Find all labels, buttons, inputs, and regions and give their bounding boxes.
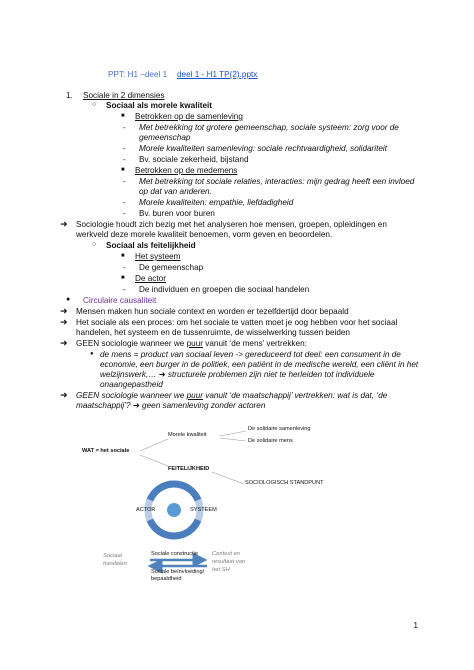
bepaaldheid-label: bepaaldheid — [151, 576, 182, 582]
arrow-right-icon: ➜ — [60, 390, 68, 400]
section-number: 1. — [66, 91, 73, 100]
page-number: 1 — [413, 621, 418, 630]
dash-bullet-icon: - — [123, 263, 126, 272]
text-line: Mensen maken hun sociale context en worden er tezelfdertijd door bepaald — [76, 307, 349, 316]
square-bullet-icon: ■ — [121, 167, 125, 173]
connector-line — [140, 455, 168, 466]
actor-label: ACTOR — [136, 507, 156, 513]
text-line: GEEN sociologie wanneer we puur vanuit ‘de mens’ vertrekken: — [76, 339, 307, 348]
text-line: onaangepastheid — [100, 380, 163, 389]
arrow-right-icon: ➜ — [60, 317, 68, 327]
square-bullet-icon: ■ — [121, 275, 125, 281]
text-line: Met betrekking tot sociale relaties, interacties: mijn gedrag heeft een invloed — [139, 177, 415, 186]
dash-bullet-icon: - — [123, 177, 126, 186]
cycle-arc-top — [150, 484, 198, 500]
text-line: Bv. buren voor buren — [139, 209, 215, 218]
text-line: welzijnswerk,… ➜ structurele problemen zijn niet te herleiden tot individuele — [100, 370, 375, 379]
arrow-right-icon: ➜ — [60, 338, 68, 348]
text-line: Met betrekking tot grotere gemeenschap, sociale systeem: zorg voor de — [139, 123, 399, 132]
connector-line — [220, 431, 246, 436]
context-label-3: het SH — [212, 567, 230, 573]
text-line: Bv. sociale zekerheid, bijstand — [139, 155, 249, 164]
arrow-right-icon: ➜ — [158, 370, 166, 379]
subsection-morele-kwaliteit: Sociaal als morele kwaliteit — [106, 101, 213, 110]
subsection-feitelijkheid: Sociaal als feitelijkheid — [106, 241, 196, 250]
text-line: gemeenschap — [139, 133, 191, 142]
morele-kwaliteit-label: Morele kwaliteit — [168, 432, 207, 438]
dash-bullet-icon: - — [123, 155, 126, 164]
dash-bullet-icon: - — [123, 123, 126, 132]
text-line: Het sociale als een proces: om het sociale te vatten moet je oog hebben voor het sociaal — [76, 318, 398, 327]
solidaire-mens-label: De solidaire mens — [248, 438, 293, 444]
text-line: Morele kwaliteiten: empathie, liefdadigheid — [139, 198, 294, 207]
sociaal-handelen-label: Sociaal — [103, 553, 123, 559]
circle-bullet-icon: ○ — [92, 241, 97, 248]
section-title: Sociale in 2 dimensies — [83, 91, 165, 100]
text-line: Morele kwaliteiten samenleving: sociale rechtvaardigheid, solidariteit — [139, 144, 388, 153]
dot-bullet-icon: ● — [90, 351, 94, 357]
text-line: op dat van anderen. — [139, 187, 212, 196]
arrow-right-icon: ➜ — [60, 306, 68, 316]
arrow-right-icon: ➜ — [60, 219, 68, 229]
dash-bullet-icon: - — [123, 285, 126, 294]
cycle-arc-bottom — [150, 520, 198, 536]
circulaire-causaliteit-heading: Circulaire causaliteit — [83, 296, 157, 305]
wat-het-sociale-label: WAT = het sociale — [82, 448, 130, 454]
context-label-2: resultaat van — [212, 559, 246, 565]
pptx-file-link[interactable]: deel 1 - H1 TP(2).pptx — [177, 70, 258, 79]
cycle-center — [167, 503, 181, 517]
text-line: De gemeenschap — [139, 263, 204, 272]
item-betrokken-samenleving: Betrokken op de samenleving — [135, 112, 243, 121]
text-line: werkveld deze morele kwaliteit benoemen, vorm geven en beoordelen. — [76, 230, 333, 239]
dash-bullet-icon: - — [123, 209, 126, 218]
text-line: Sociologie houdt zich bezig met het analyseren hoe mensen, groepen, opleidingen en — [76, 220, 387, 229]
arrow-right-icon: ➜ — [132, 401, 140, 410]
solidaire-samenleving-label: De solidaire samenleving — [248, 426, 311, 432]
text-line: handelen, het systeem en de tussenruimte, de wisselwerking tussen beiden — [76, 328, 350, 337]
dash-bullet-icon: - — [123, 144, 126, 153]
text-line: de mens = product van sociaal leven -> gereduceerd tot deel: een consument in de — [100, 350, 401, 359]
item-betrokken-medemens: Betrokken op de medemens — [135, 166, 238, 175]
sociaal-handelen-label-2: handelen — [103, 561, 127, 567]
ppt-reference-label: PPT: H1 –deel 1 — [108, 70, 168, 79]
feitelijkheid-label: FEITELIJKHEID — [168, 466, 210, 472]
dash-bullet-icon: - — [123, 198, 126, 207]
connector-line — [140, 439, 168, 451]
item-het-systeem: Het systeem — [135, 252, 181, 261]
text-line: economie, een burger in de politiek, een patiënt in de medische wereld, een cliënt in het — [100, 360, 419, 369]
dot-bullet-icon: ● — [66, 296, 71, 303]
connector-line — [212, 472, 244, 484]
sociologisch-standpunt-label: SOCIOLOGISCH STANDPUNT — [245, 480, 324, 486]
systeem-label: SYSTEEM — [190, 507, 217, 513]
sociale-constructie-label: Sociale constructie — [151, 551, 198, 557]
text-line: maatschappij’? ➜ geen samenleving zonder actoren — [76, 401, 266, 410]
sociale-beinvloeding-label: Sociale beïnvloeding/ — [151, 569, 205, 575]
context-label-1: Context en — [212, 551, 241, 557]
item-de-actor: De actor — [135, 274, 166, 283]
square-bullet-icon: ■ — [121, 253, 125, 259]
text-line: De individuen en groepen die sociaal handelen — [139, 285, 310, 294]
square-bullet-icon: ■ — [121, 113, 125, 119]
circle-bullet-icon: ○ — [92, 101, 97, 108]
text-line: GEEN sociologie wanneer we puur vanuit ‘de maatschappij’ vertrekken: wat is dat, ‘de — [76, 391, 388, 400]
connector-line — [220, 438, 246, 441]
